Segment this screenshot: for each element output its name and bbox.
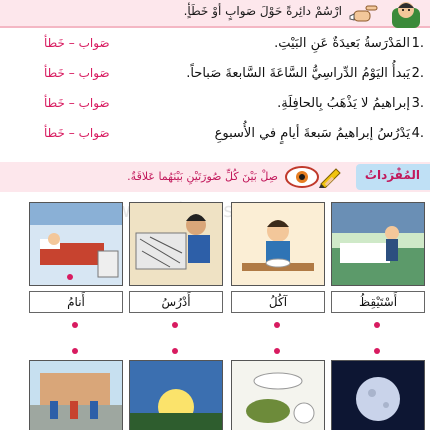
picture-sleeping[interactable] (29, 202, 123, 286)
eye-icon (284, 164, 320, 190)
true-false-choice[interactable] (44, 66, 110, 80)
item-number: 4. (411, 126, 424, 141)
match-dot[interactable] (172, 348, 178, 354)
banner-divider (0, 26, 430, 28)
item-sentence: يَبدأُ اليَوْمُ الدِّراسِيُّ السَّاعَةَ السَّابعةَ صَباحاً. (186, 66, 410, 81)
item-sentence: يَدْرُسُ إبراهيمُ سَبعةَ أيامٍ في الأُسبوعِ (214, 126, 410, 141)
instruction-circle-text: ارْسُمْ دائِرةً حَوْلَ صَوابٍ أوْ خَطَأٍ. (183, 4, 342, 18)
picture-night-moon[interactable] (331, 360, 425, 430)
exercise-row (4, 124, 424, 148)
word-box[interactable]: أَنامُ (29, 291, 123, 313)
separator: – (68, 36, 75, 50)
match-dot[interactable] (374, 348, 380, 354)
vocabulary-label: المُفْرَداتُ (364, 168, 420, 182)
item-number: 1. (411, 36, 424, 51)
true-option[interactable]: صَواب (78, 96, 110, 110)
exercise-row (4, 94, 424, 118)
separator: – (68, 126, 75, 140)
separator: – (68, 66, 75, 80)
true-option[interactable]: صَواب (78, 126, 110, 140)
character-icon (384, 0, 428, 28)
sunset-illustration (130, 361, 222, 430)
item-number: 3. (411, 96, 424, 111)
instruction-match-text: صِلْ بَيْنَ كُلِّ صُورَتَيْنِ بَيْنَهُما عَلاقَةٌ. (127, 170, 278, 183)
picture-sunset[interactable] (129, 360, 223, 430)
word-box[interactable]: آكُلُ (231, 291, 325, 313)
waking-up-illustration (332, 203, 424, 285)
item-sentence: إبراهيمُ لا يَذْهَبُ بِالحافِلَةِ. (277, 96, 410, 111)
true-option[interactable]: صَواب (78, 66, 110, 80)
false-option[interactable]: خَطأ (44, 96, 65, 110)
match-dot[interactable] (374, 322, 380, 328)
match-dot[interactable] (72, 348, 78, 354)
picture-food-dishes[interactable] (231, 360, 325, 430)
word-box[interactable]: أَدْرُسُ (129, 291, 223, 313)
food-dishes-illustration (232, 361, 324, 430)
word-box[interactable]: أَسْتَيْقِظُ (331, 291, 425, 313)
night-moon-illustration (332, 361, 424, 430)
picture-waking-up[interactable] (331, 202, 425, 286)
true-false-choice[interactable] (44, 126, 110, 140)
match-dot[interactable] (274, 322, 280, 328)
item-number: 2. (411, 66, 424, 81)
true-false-choice[interactable] (44, 36, 110, 50)
true-false-choice[interactable] (44, 96, 110, 110)
match-dot[interactable] (72, 322, 78, 328)
eating-illustration (232, 203, 324, 285)
picture-studying[interactable] (129, 202, 223, 286)
exercise-row (4, 64, 424, 88)
picture-going-to-school[interactable] (29, 360, 123, 430)
studying-illustration (130, 203, 222, 285)
pencil-icon (318, 166, 344, 188)
separator: – (68, 96, 75, 110)
sleeping-illustration (30, 203, 122, 285)
false-option[interactable]: خَطأ (44, 126, 65, 140)
match-dot[interactable] (274, 348, 280, 354)
match-dot[interactable] (172, 322, 178, 328)
going-to-school-illustration (30, 361, 122, 430)
picture-eating[interactable] (231, 202, 325, 286)
item-sentence: المَدْرَسةُ بَعيدَةٌ عَنِ البَيْتِ. (274, 36, 410, 51)
true-option[interactable]: صَواب (78, 36, 110, 50)
exercise-row (4, 34, 424, 58)
false-option[interactable]: خَطأ (44, 36, 65, 50)
pointing-hand-icon (348, 2, 378, 24)
false-option[interactable]: خَطأ (44, 66, 65, 80)
